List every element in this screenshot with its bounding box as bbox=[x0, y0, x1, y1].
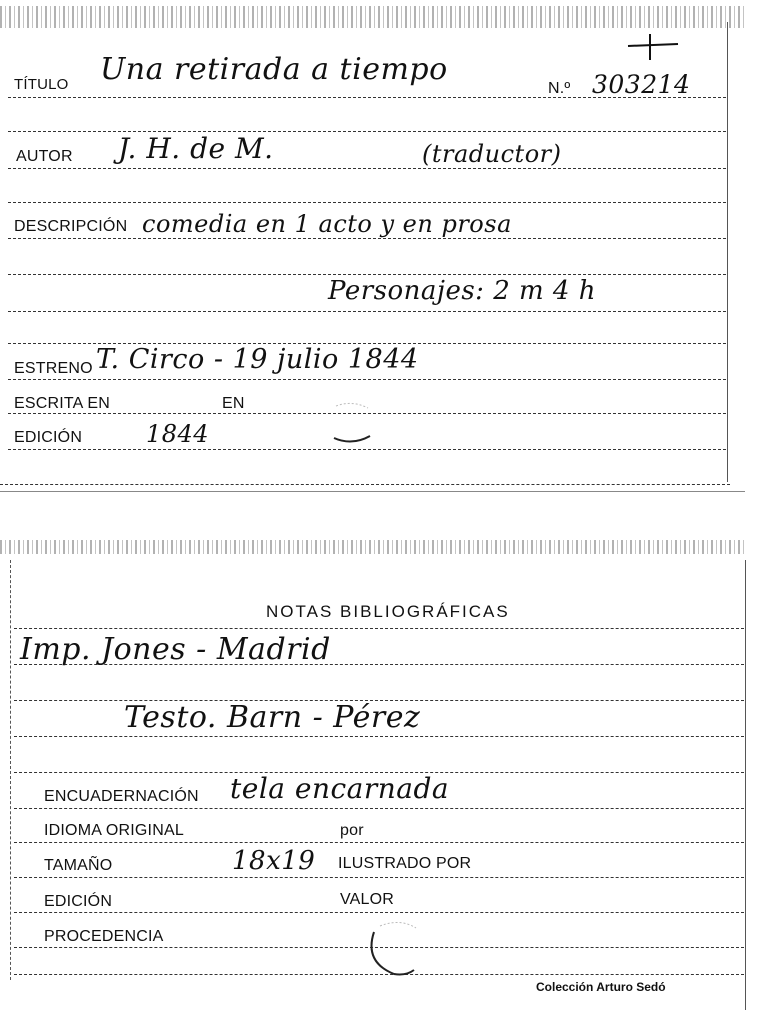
autor-label: AUTOR bbox=[16, 148, 73, 165]
punch-hole-mark bbox=[360, 918, 430, 980]
en-label: EN bbox=[222, 395, 245, 412]
procedencia-label: PROCEDENCIA bbox=[44, 928, 164, 945]
edicion-value: 1844 bbox=[146, 420, 210, 448]
nota-1: Imp. Jones - Madrid bbox=[20, 632, 331, 667]
rule bbox=[14, 842, 744, 843]
card-front-bottom-edge bbox=[0, 491, 745, 492]
encuadernacion-value: tela encarnada bbox=[230, 772, 450, 805]
scan-noise-bottom bbox=[0, 540, 745, 554]
rule bbox=[8, 168, 726, 169]
card-back-right-border bbox=[745, 560, 746, 1010]
descripcion-label: DESCRIPCIÓN bbox=[14, 218, 128, 235]
titulo-label: TÍTULO bbox=[14, 76, 69, 93]
escrita-label: ESCRITA EN bbox=[14, 395, 110, 412]
edicion-back-label: EDICIÓN bbox=[44, 893, 113, 910]
valor-label: VALOR bbox=[340, 891, 395, 908]
rule bbox=[14, 877, 744, 878]
por-label: por bbox=[340, 822, 364, 839]
rule bbox=[8, 311, 726, 312]
notas-heading: NOTAS BIBLIOGRÁFICAS bbox=[266, 602, 510, 621]
rule bbox=[8, 274, 726, 275]
rule bbox=[14, 808, 744, 809]
ilustrado-label: ILUSTRADO POR bbox=[338, 855, 472, 872]
rule bbox=[14, 628, 744, 629]
rule bbox=[8, 202, 726, 203]
rule bbox=[14, 912, 744, 913]
descripcion-value: comedia en 1 acto y en prosa bbox=[142, 210, 512, 238]
idioma-label: IDIOMA ORIGINAL bbox=[44, 822, 184, 839]
scan-noise-top bbox=[0, 6, 745, 28]
numero-label: N.º bbox=[548, 80, 571, 97]
card-front-right-border bbox=[727, 22, 728, 482]
rule bbox=[0, 484, 730, 485]
estreno-value: T. Circo - 19 julio 1844 bbox=[96, 344, 419, 375]
rule bbox=[8, 379, 726, 380]
estreno-label: ESTRENO bbox=[14, 360, 93, 377]
rule bbox=[14, 736, 744, 737]
cross-mark bbox=[620, 32, 680, 62]
encuadernacion-label: ENCUADERNACIÓN bbox=[44, 788, 199, 805]
collection-footer: Colección Arturo Sedó bbox=[536, 980, 666, 994]
autor-value: J. H. de M. bbox=[118, 132, 274, 165]
rule bbox=[8, 449, 726, 450]
personajes-value: Personajes: 2 m 4 h bbox=[328, 276, 596, 306]
edicion-label: EDICIÓN bbox=[14, 429, 83, 446]
titulo-value: Una retirada a tiempo bbox=[100, 52, 448, 87]
punch-hole-mark bbox=[322, 398, 382, 448]
tamano-label: TAMAÑO bbox=[44, 857, 113, 874]
numero-value: 303214 bbox=[592, 70, 691, 99]
nota-2: Testo. Barn - Pérez bbox=[124, 700, 421, 735]
autor-note: (traductor) bbox=[422, 140, 562, 168]
card-back-left-border bbox=[10, 560, 11, 980]
rule bbox=[8, 238, 726, 239]
tamano-value: 18x19 bbox=[232, 846, 316, 876]
rule bbox=[8, 131, 726, 132]
